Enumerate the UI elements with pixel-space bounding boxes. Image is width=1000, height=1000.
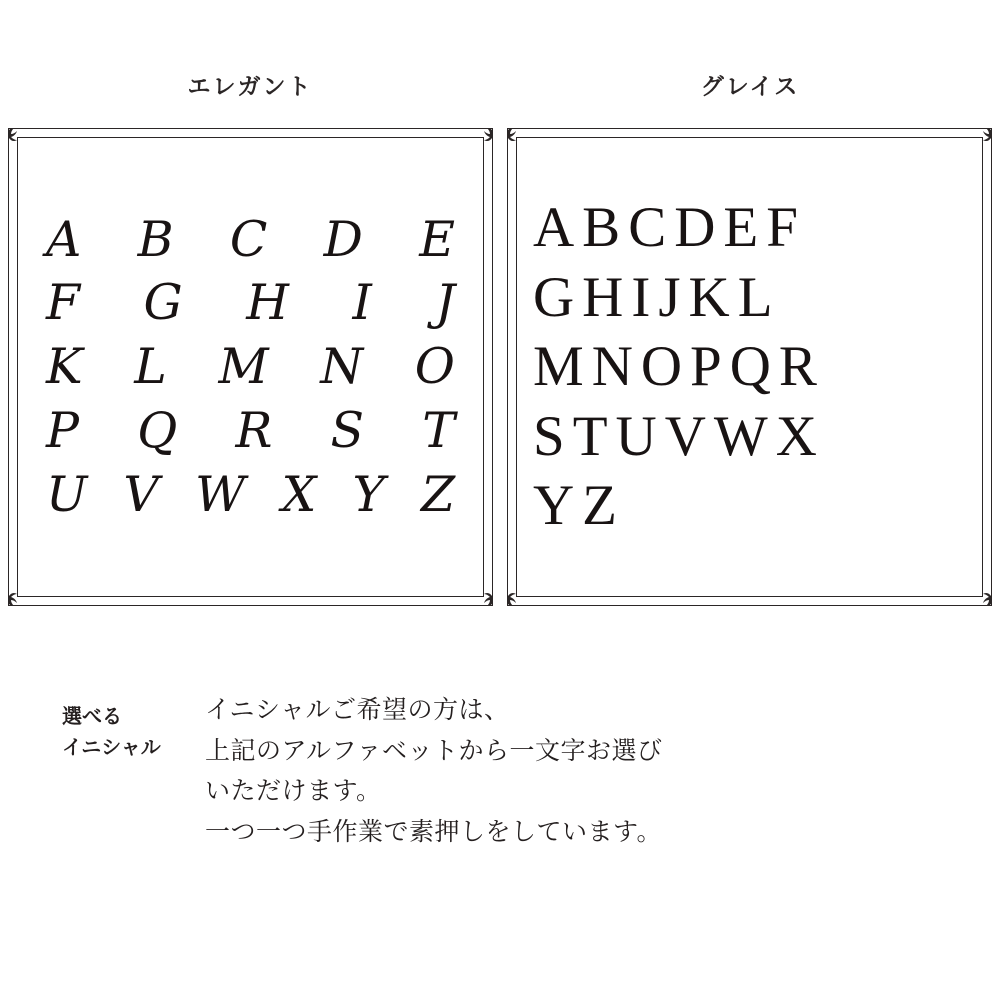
letter-glyph: L — [737, 265, 774, 329]
letter-glyph: P — [46, 401, 79, 459]
letter-row — [533, 332, 966, 402]
corner-ornament-icon — [505, 126, 527, 148]
letter-glyph: V — [664, 404, 707, 468]
letter-glyph: U — [615, 404, 658, 468]
letter-glyph: D — [323, 210, 363, 268]
letter-glyph: Y — [352, 465, 385, 523]
alphabet-panels — [8, 128, 992, 606]
letter-glyph: A — [533, 196, 576, 260]
letter-glyph: I — [352, 274, 372, 332]
letter-row — [34, 465, 467, 525]
letter-row — [533, 263, 966, 333]
letter-row — [34, 210, 467, 270]
letter-glyph: S — [533, 404, 566, 468]
alphabet-panel-grace — [507, 128, 992, 606]
letter-glyph: I — [631, 265, 652, 329]
letter-glyph: Z — [420, 465, 455, 523]
letter-glyph: N — [320, 338, 364, 396]
letter-glyph: H — [582, 265, 625, 329]
letter-glyph: G — [533, 265, 576, 329]
initial-note — [0, 690, 1000, 852]
corner-ornament-icon — [473, 586, 495, 608]
letter-glyph: X — [775, 404, 818, 468]
letter-row — [34, 401, 467, 461]
note-line: いただけます。 — [205, 777, 382, 805]
letter-glyph: K — [688, 265, 731, 329]
note-line: 一つ一つ手作業で素押しをしています。 — [205, 817, 663, 846]
letter-glyph: L — [134, 338, 167, 396]
letter-glyph: B — [582, 196, 622, 260]
letter-glyph: J — [658, 265, 682, 329]
letter-glyph: P — [690, 335, 723, 399]
note-label-line2: イニシャル — [62, 737, 161, 759]
letter-glyph: F — [46, 274, 80, 332]
letter-glyph: F — [766, 196, 799, 260]
note-body — [205, 690, 1000, 852]
letter-glyph: Q — [729, 335, 772, 399]
corner-ornament-icon — [972, 126, 994, 148]
letter-glyph: E — [419, 210, 455, 268]
letter-glyph: U — [46, 465, 88, 523]
corner-ornament-icon — [505, 586, 527, 608]
letter-glyph: M — [533, 335, 585, 399]
corner-ornament-icon — [473, 126, 495, 148]
note-label-line1: 選べる — [62, 706, 122, 728]
panel-title-grace: グレイス — [700, 73, 800, 99]
letter-glyph: C — [628, 196, 668, 260]
letter-row — [34, 337, 467, 397]
letter-row — [533, 471, 966, 541]
letter-grid-elegant — [34, 150, 467, 584]
letter-glyph: B — [137, 210, 174, 268]
corner-ornament-icon — [972, 586, 994, 608]
letter-glyph: W — [194, 465, 246, 523]
letter-glyph: V — [123, 465, 159, 523]
letter-glyph: D — [674, 196, 717, 260]
letter-glyph: N — [591, 335, 634, 399]
corner-ornament-icon — [6, 126, 28, 148]
letter-glyph: S — [330, 401, 365, 459]
letter-glyph: R — [235, 401, 273, 459]
letter-glyph: C — [229, 210, 268, 268]
panel-title-elegant: エレガント — [187, 73, 313, 99]
letter-row — [34, 273, 467, 333]
letter-glyph: A — [46, 210, 82, 268]
letter-glyph: J — [435, 274, 455, 332]
note-line: イニシャルご希望の方は、 — [205, 696, 510, 724]
letter-glyph: Y — [533, 474, 576, 538]
letter-glyph: Q — [137, 401, 178, 459]
letter-glyph: X — [281, 465, 317, 523]
letter-glyph: K — [46, 338, 83, 396]
letter-glyph: O — [640, 335, 684, 399]
letter-glyph: T — [422, 401, 455, 459]
letter-glyph: O — [414, 338, 455, 396]
corner-ornament-icon — [6, 586, 28, 608]
note-line: 上記のアルファベットから一文字お選び — [205, 736, 663, 765]
letter-row — [533, 402, 966, 472]
letter-row — [533, 193, 966, 263]
panel-titles — [0, 68, 1000, 101]
letter-glyph: R — [778, 335, 818, 399]
letter-glyph: T — [572, 404, 609, 468]
letter-glyph: G — [143, 274, 183, 332]
letter-glyph: Z — [582, 474, 618, 538]
letter-glyph: H — [246, 274, 289, 332]
letter-grid-grace — [533, 150, 966, 584]
alphabet-panel-elegant — [8, 128, 493, 606]
note-label — [0, 690, 205, 852]
letter-glyph: W — [713, 404, 769, 468]
letter-glyph: E — [723, 196, 760, 260]
letter-glyph: M — [218, 338, 269, 396]
